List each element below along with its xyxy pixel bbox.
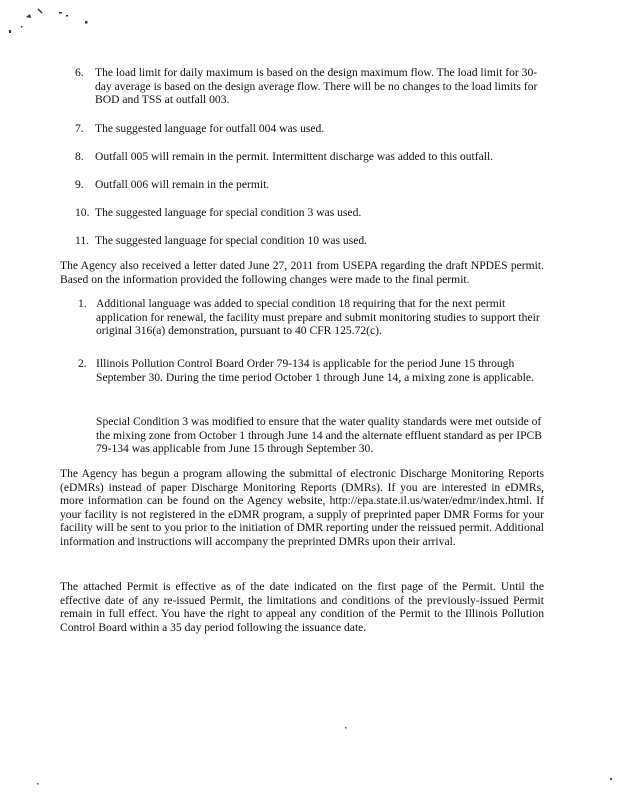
item-number: 9.	[75, 178, 84, 191]
item-text: The suggested language for outfall 004 was used.	[95, 122, 325, 135]
item-number: 10.	[75, 206, 90, 219]
item-number: 11.	[75, 234, 90, 247]
item-text: Illinois Pollution Control Board Order 79-134 is applicable for the period June 15 through September 30. During the time period October 1 through June 14, a mixing zone is applicable.	[96, 357, 534, 384]
usepa-intro-paragraph: The Agency also received a letter dated June 27, 2011 from USEPA regarding the draft NPDES permit. Based on the information provided the following changes were made to the final permit.	[60, 259, 544, 286]
item-text: Outfall 006 will remain in the permit.	[95, 178, 270, 191]
item-number: 2.	[78, 357, 87, 370]
item-text: The suggested language for special condition 10 was used.	[95, 234, 368, 247]
item-number: 6.	[75, 66, 84, 79]
item-text: The suggested language for special condition 3 was used.	[95, 206, 362, 219]
effective-date-paragraph: The attached Permit is effective as of the date indicated on the first page of the Permit. Until the effective date of any re-issued Permit, the limitations and conditions of the previously-issued Permit remain in full effect. You have the right to appeal any condition of the Permit to the Illinois Pollution Control Board within a 35 day period following the issuance date.	[60, 580, 544, 634]
item-text: Outfall 005 will remain in the permit. Intermittent discharge was added to this outfall.	[95, 150, 494, 163]
item-text: The load limit for daily maximum is based on the design maximum flow. The load limit for 30-day average is based on the design average flow. There will be no changes to the load limits for BOD and TSS at outfall 003.	[95, 66, 538, 107]
item-text: Additional language was added to special condition 18 requiring that for the next permit application for renewal, the facility must prepare and submit monitoring studies to support their original 316(a) demonstration, pursuant to 40 CFR 125.72(c).	[96, 297, 540, 338]
item-number: 1.	[78, 297, 87, 310]
item-number: 7.	[75, 122, 84, 135]
edmr-paragraph: The Agency has begun a program allowing the submittal of electronic Discharge Monitoring Reports (eDMRs) instead of paper Discharge Monitoring Reports (DMRs). If you are interested in eDMRs, more information can be found on the Agency website, http://epa.state.il.us/water/edmr/index.html. If your facility is not registered in the eDMR program, a supply of preprinted paper DMR Forms for your facility will be sent to you prior to the initiation of DMR reporting under the reissued permit. Additional information and instructions will accompany the preprinted DMRs upon their arrival.	[60, 467, 544, 548]
item-number: 8.	[75, 150, 84, 163]
special-condition-paragraph: Special Condition 3 was modified to ensure that the water quality standards were met outside of the mixing zone from October 1 through June 14 and the alternate effluent standard as per IPCB 79-134 was applicable from June 15 through September 30.	[96, 415, 543, 456]
